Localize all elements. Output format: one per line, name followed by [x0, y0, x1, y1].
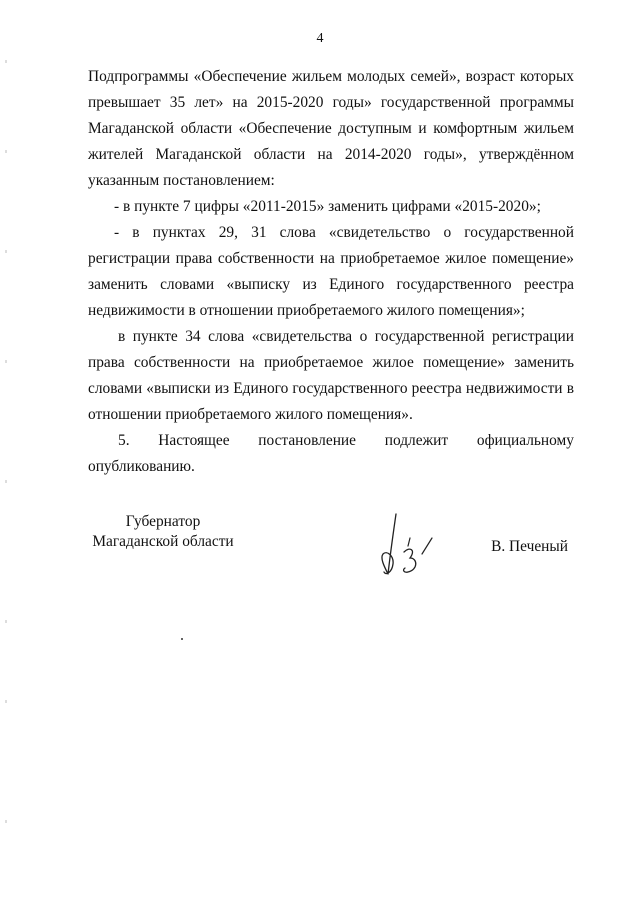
paragraph-point-34: в пункте 34 слова «свидетельства о государственной регистрации права собственности на приобретаемое жилое помещение» заменить словами «выписки из Единого государственного реестра недвижимости в отношении приобретаемого жилого помещения». [88, 328, 574, 423]
signer-title-line-2: Магаданской области [92, 533, 234, 550]
signer-title [88, 512, 238, 552]
stray-dot-mark [181, 638, 183, 640]
paragraph-point-7: - в пункте 7 цифры «2011-2015» заменить цифрами «2015-2020»; [114, 198, 541, 215]
margin-scan-marks [4, 60, 8, 880]
paragraph-points-29-31: - в пунктах 29, 31 слова «свидетельство о государственной регистрации права собственности на приобретаемое жилое помещение» заменить словами «выписку из Единого государственного реестра недвижимости в отношении приобретаемого жилого помещения»; [88, 224, 574, 319]
page-number: 4 [316, 31, 324, 46]
paragraph-publication: 5. Настоящее постановление подлежит официальному опубликованию. [88, 432, 574, 475]
paragraph-subprogram: Подпрограммы «Обеспечение жильем молодых семей», возраст которых превышает 35 лет» на 2015-2020 годы» государственной программы Магаданской области «Обеспечение доступным и комфортным жильем жителей Магаданской области на 2014-2020 годы», утверждённом указанным постановлением: [88, 68, 574, 189]
document-body [88, 64, 574, 480]
signer-title-line-1: Губернатор [125, 513, 201, 530]
signer-name: В. Печеный [491, 538, 568, 555]
signature-block [88, 512, 574, 592]
handwritten-signature [374, 508, 444, 580]
